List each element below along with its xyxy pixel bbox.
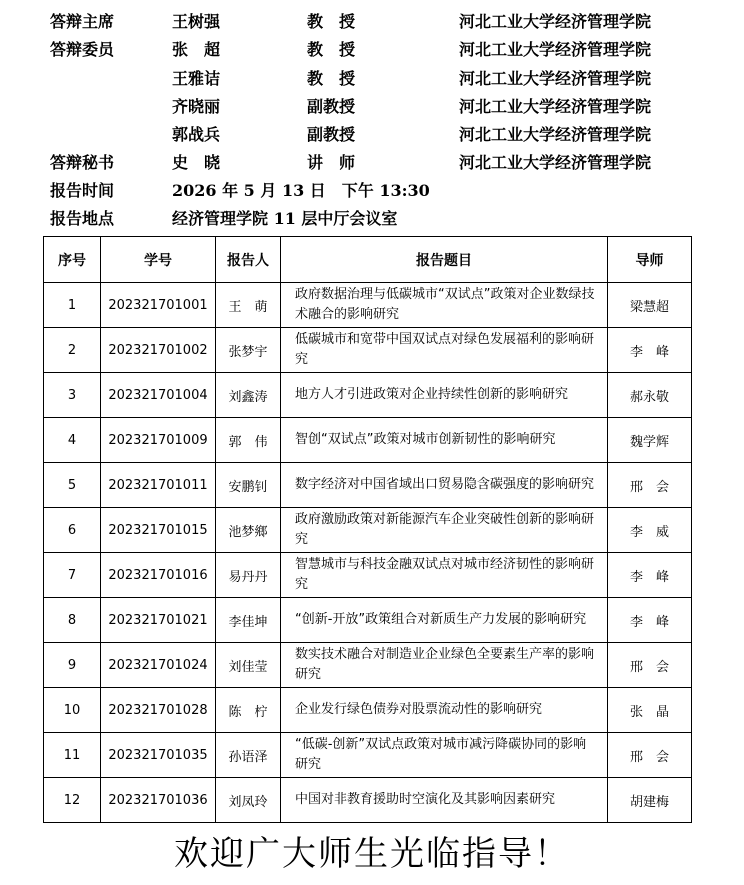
cell-student-id: 202321701024 xyxy=(101,643,216,688)
cell-student-id: 202321701036 xyxy=(101,778,216,823)
cell-advisor: 李 峰 xyxy=(608,328,692,373)
cell-advisor: 张 晶 xyxy=(608,688,692,733)
cell-index: 10 xyxy=(44,688,101,733)
cell-topic: 政府激励政策对新能源汽车企业突破性创新的影响研究 xyxy=(281,508,608,553)
committee-title: 副教授 xyxy=(307,125,356,144)
committee-name: 王雅诘 xyxy=(172,69,221,88)
committee-title: 教 授 xyxy=(307,12,356,31)
place-value: 经济管理学院 11 层中厅会议室 xyxy=(172,209,398,228)
table-row xyxy=(44,643,692,688)
cell-presenter: 安鹏钊 xyxy=(216,463,281,508)
cell-index: 1 xyxy=(44,283,101,328)
report-table xyxy=(43,236,692,823)
place-row xyxy=(0,206,744,232)
cell-index: 6 xyxy=(44,508,101,553)
table-row xyxy=(44,553,692,598)
committee-row xyxy=(0,94,744,120)
cell-advisor: 李 峰 xyxy=(608,553,692,598)
table-row xyxy=(44,508,692,553)
committee-role: 答辩秘书 xyxy=(50,153,115,172)
cell-index: 9 xyxy=(44,643,101,688)
committee-org: 河北工业大学经济管理学院 xyxy=(459,69,652,88)
cell-presenter: 易丹丹 xyxy=(216,553,281,598)
committee-row xyxy=(0,66,744,92)
cell-advisor: 邢 会 xyxy=(608,463,692,508)
cell-student-id: 202321701001 xyxy=(101,283,216,328)
committee-row xyxy=(0,37,744,63)
committee-name: 齐晓丽 xyxy=(172,97,221,116)
cell-student-id: 202321701016 xyxy=(101,553,216,598)
cell-topic: “低碳-创新”双试点政策对城市减污降碳协同的影响研究 xyxy=(281,733,608,778)
cell-student-id: 202321701009 xyxy=(101,418,216,463)
header-student-id: 学号 xyxy=(101,237,216,283)
committee-title: 教 授 xyxy=(307,69,356,88)
committee-title: 讲 师 xyxy=(307,153,356,172)
committee-org: 河北工业大学经济管理学院 xyxy=(459,97,652,116)
table-row xyxy=(44,688,692,733)
cell-topic: 地方人才引进政策对企业持续性创新的影响研究 xyxy=(281,373,608,418)
cell-presenter: 张梦宇 xyxy=(216,328,281,373)
cell-index: 11 xyxy=(44,733,101,778)
header-index: 序号 xyxy=(44,237,101,283)
cell-student-id: 202321701002 xyxy=(101,328,216,373)
committee-row xyxy=(0,150,744,176)
cell-index: 4 xyxy=(44,418,101,463)
cell-presenter: 刘佳莹 xyxy=(216,643,281,688)
table-row xyxy=(44,598,692,643)
cell-topic: 智慧城市与科技金融双试点对城市经济韧性的影响研究 xyxy=(281,553,608,598)
committee-org: 河北工业大学经济管理学院 xyxy=(459,125,652,144)
cell-student-id: 202321701011 xyxy=(101,463,216,508)
cell-presenter: 王 萌 xyxy=(216,283,281,328)
committee-role: 答辩委员 xyxy=(50,40,115,59)
cell-advisor: 胡建梅 xyxy=(608,778,692,823)
welcome-footer: 欢迎广大师生光临指导！ xyxy=(174,834,570,874)
cell-presenter: 孙语泽 xyxy=(216,733,281,778)
cell-index: 3 xyxy=(44,373,101,418)
defense-info xyxy=(0,0,744,236)
cell-index: 5 xyxy=(44,463,101,508)
header-topic: 报告题目 xyxy=(281,237,608,283)
table-row xyxy=(44,418,692,463)
cell-index: 7 xyxy=(44,553,101,598)
committee-title: 教 授 xyxy=(307,40,356,59)
cell-advisor: 梁慧超 xyxy=(608,283,692,328)
time-row xyxy=(0,178,744,204)
table-row xyxy=(44,373,692,418)
committee-row xyxy=(0,122,744,148)
cell-student-id: 202321701021 xyxy=(101,598,216,643)
cell-presenter: 郭 伟 xyxy=(216,418,281,463)
cell-presenter: 刘凤玲 xyxy=(216,778,281,823)
table-row xyxy=(44,463,692,508)
committee-role: 答辩主席 xyxy=(50,12,115,31)
cell-student-id: 202321701004 xyxy=(101,373,216,418)
cell-topic: 数实技术融合对制造业企业绿色全要素生产率的影响研究 xyxy=(281,643,608,688)
cell-advisor: 李 威 xyxy=(608,508,692,553)
cell-topic: 低碳城市和宽带中国双试点对绿色发展福利的影响研究 xyxy=(281,328,608,373)
table-row xyxy=(44,778,692,823)
cell-topic: 数字经济对中国省域出口贸易隐含碳强度的影响研究 xyxy=(281,463,608,508)
committee-name: 郭战兵 xyxy=(172,125,221,144)
committee-name: 张 超 xyxy=(172,40,221,59)
table-row xyxy=(44,328,692,373)
cell-presenter: 李佳坤 xyxy=(216,598,281,643)
committee-org: 河北工业大学经济管理学院 xyxy=(459,40,652,59)
committee-row xyxy=(0,9,744,35)
cell-student-id: 202321701028 xyxy=(101,688,216,733)
place-label: 报告地点 xyxy=(50,209,115,228)
header-presenter: 报告人 xyxy=(216,237,281,283)
cell-student-id: 202321701015 xyxy=(101,508,216,553)
committee-title: 副教授 xyxy=(307,97,356,116)
committee-name: 史 晓 xyxy=(172,153,221,172)
cell-topic: 中国对非教育援助时空演化及其影响因素研究 xyxy=(281,778,608,823)
cell-presenter: 池梦鄉 xyxy=(216,508,281,553)
cell-topic: 政府数据治理与低碳城市“双试点”政策对企业数绿技术融合的影响研究 xyxy=(281,283,608,328)
cell-index: 12 xyxy=(44,778,101,823)
cell-advisor: 郝永敬 xyxy=(608,373,692,418)
committee-name: 王树强 xyxy=(172,12,221,31)
cell-index: 8 xyxy=(44,598,101,643)
committee-org: 河北工业大学经济管理学院 xyxy=(459,153,652,172)
cell-advisor: 邢 会 xyxy=(608,733,692,778)
cell-advisor: 邢 会 xyxy=(608,643,692,688)
committee-org: 河北工业大学经济管理学院 xyxy=(459,12,652,31)
cell-student-id: 202321701035 xyxy=(101,733,216,778)
cell-topic: 智创“双试点”政策对城市创新韧性的影响研究 xyxy=(281,418,608,463)
time-label: 报告时间 xyxy=(50,181,115,200)
time-value: 2026 年 5 月 13 日 下午 13:30 xyxy=(172,181,430,200)
table-row xyxy=(44,283,692,328)
table-row xyxy=(44,733,692,778)
cell-index: 2 xyxy=(44,328,101,373)
cell-presenter: 陈 柠 xyxy=(216,688,281,733)
cell-presenter: 刘鑫涛 xyxy=(216,373,281,418)
cell-topic: “创新-开放”政策组合对新质生产力发展的影响研究 xyxy=(281,598,608,643)
header-advisor: 导师 xyxy=(608,237,692,283)
cell-advisor: 魏学辉 xyxy=(608,418,692,463)
table-header-row xyxy=(44,237,692,283)
cell-topic: 企业发行绿色债券对股票流动性的影响研究 xyxy=(281,688,608,733)
cell-advisor: 李 峰 xyxy=(608,598,692,643)
